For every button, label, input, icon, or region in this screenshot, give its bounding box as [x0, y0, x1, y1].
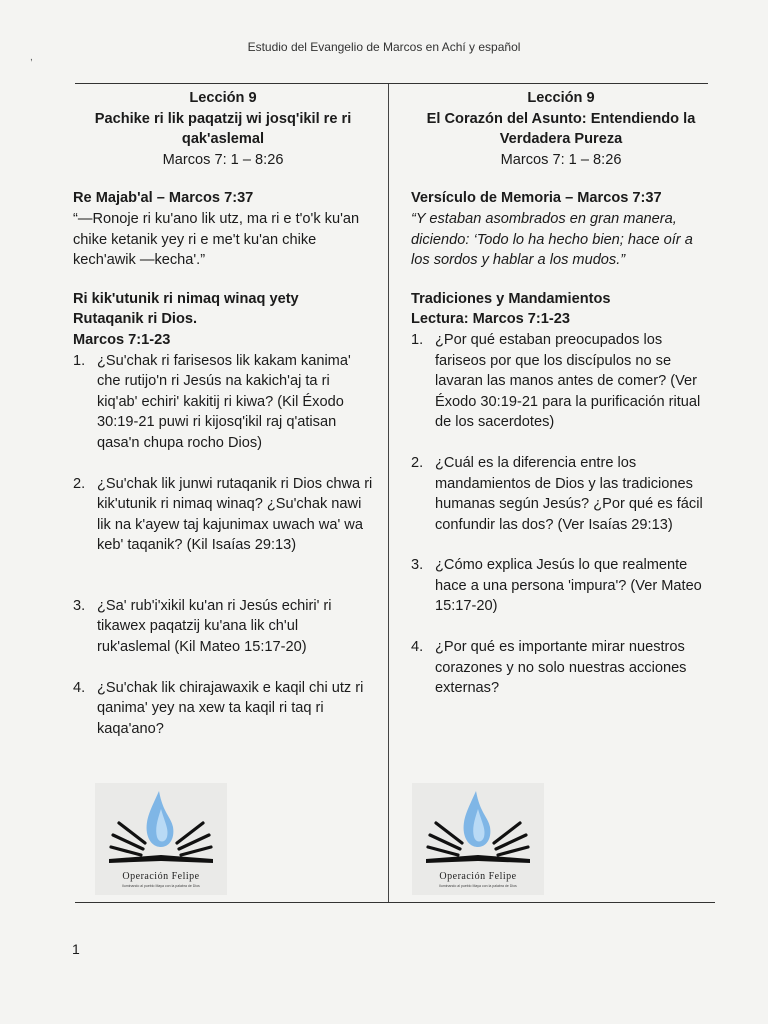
question-item: 4. ¿Por qué es importante mirar nuestros corazones y no solo nuestras acciones externas?	[411, 639, 687, 697]
question-item: 3. ¿Sa' rub'i'xikil ku'an ri Jesús echiri' ri tikawex paqatzij ku'ana lik ch'ul ruk'aslemal (Kil Mateo 15:17-20)	[73, 597, 332, 656]
spanish-column	[411, 88, 711, 719]
section-heading: Ri kik'utunik ri nimaq winaq yety Rutaqanik ri Dios.	[73, 290, 299, 328]
section-reference: Marcos 7:1-23	[73, 331, 171, 348]
logo-tagline: Iluminando al pueblo Maya con la palabra de Dios	[439, 884, 517, 888]
flame-book-icon	[412, 783, 544, 875]
lesson-title: Pachike ri lik paqatzij wi josq'ikil re ri qak'aslemal	[94, 110, 352, 148]
stray-mark: ,	[30, 52, 33, 63]
lesson-number: Lección 9	[527, 90, 595, 106]
memory-verse-heading: Re Majab'al – Marcos 7:37	[73, 190, 254, 207]
lesson-number: Lección 9	[189, 90, 257, 106]
question-list	[411, 330, 711, 699]
question-text: ¿Por qué estaban preocupados los fariseos por que los discípulos no se lavaran las manos antes de comer? (Ver Éxodo 30:19-21 para la purificación ritual de los sacerdotes)	[435, 331, 701, 431]
memory-verse-text: “—Ronoje ri ku'ano lik utz, ma ri e t'o'k ku'an chike ketanik yey ri e me't ku'an chike kech'awik —kecha'.”	[73, 210, 360, 269]
page-number: 1	[72, 941, 80, 957]
question-text: ¿Sa' rub'i'xikil ku'an ri Jesús echiri' ri tikawex paqatzij ku'ana lik ch'ul ruk'aslemal (Kil Mateo 15:17-20)	[97, 597, 332, 656]
question-text: ¿Por qué es importante mirar nuestros corazones y no solo nuestras acciones externas?	[435, 639, 687, 697]
question-item: 1. ¿Su'chak ri farisesos lik kakam kanima' che rutijo'n ri Jesús na kakich'aj ta ri kiq'ab' echiri' kakitij ri kiwa? (Kil Éxodo 30:19-21 puwi ri kijosq'ikil raj q'atisan qasa'n chupa rocho Dios)	[73, 352, 351, 451]
operacion-felipe-logo	[412, 783, 544, 895]
achi-column	[73, 88, 373, 759]
lesson-title: El Corazón del Asunto: Entendiendo la Verdadera Pureza	[426, 110, 696, 148]
lesson-reference: Marcos 7: 1 – 8:26	[162, 151, 284, 168]
lesson-reference: Marcos 7: 1 – 8:26	[500, 151, 622, 168]
page-header: Estudio del Evangelio de Marcos en Achí y español	[247, 40, 521, 54]
memory-verse-text: “Y estaban asombrados en gran manera, diciendo: ‘Todo lo ha hecho bien; hace oír a los sordos y hablar a los mudos.”	[411, 210, 693, 269]
column-divider	[388, 84, 389, 902]
memory-verse-heading: Versículo de Memoria – Marcos 7:37	[411, 190, 662, 207]
logo-brand: Operación Felipe	[122, 871, 200, 882]
operacion-felipe-logo	[95, 783, 227, 895]
logo-brand: Operación Felipe	[439, 871, 517, 882]
question-item: 3. ¿Cómo explica Jesús lo que realmente hace a una persona 'impura'? (Ver Mateo 15:17-20)	[411, 557, 702, 615]
question-list	[73, 351, 373, 740]
question-text: ¿Cuál es la diferencia entre los mandamientos de Dios y las tradiciones humanas según Jesús? ¿Por qué es fácil confundir las dos? (Ver Isaías 29:13)	[435, 454, 703, 533]
question-text: ¿Su'chak ri farisesos lik kakam kanima' che rutijo'n ri Jesús na kakich'aj ta ri kiq'ab' echiri' kakitij ri kiwa? (Kil Éxodo 30:19-21 puwi ri kijosq'ikil raj q'atisan qasa'n chupa rocho Dios)	[97, 352, 351, 451]
question-item: 2. ¿Su'chak lik junwi rutaqanik ri Dios chwa ri kik'utunik ri nimaq winaq? ¿Su'chak nawi lik na k'ayew taj kajunimax uwach wa' wa keb' taqanik? (Kil Isaías 29:13)	[73, 475, 373, 554]
logo-tagline: Iluminando al pueblo Maya con la palabra de Dios	[122, 884, 200, 888]
question-item: 2. ¿Cuál es la diferencia entre los mandamientos de Dios y las tradiciones humanas según Jesús? ¿Por qué es fácil confundir las dos? (Ver Isaías 29:13)	[411, 454, 703, 533]
bottom-rule	[75, 902, 715, 903]
top-rule	[75, 83, 708, 84]
section-reference: Lectura: Marcos 7:1-23	[411, 311, 570, 328]
question-item: 4. ¿Su'chak lik chirajawaxik e kaqil chi utz ri qanima' yey na xew ta kaqil ri taq ri kaqa'ano?	[73, 679, 364, 737]
flame-book-icon	[95, 783, 227, 875]
question-text: ¿Su'chak lik junwi rutaqanik ri Dios chwa ri kik'utunik ri nimaq winaq? ¿Su'chak nawi lik na k'ayew taj kajunimax uwach wa' wa keb' taqanik? (Kil Isaías 29:13)	[97, 475, 373, 554]
question-item: 1. ¿Por qué estaban preocupados los fariseos por que los discípulos no se lavaran las manos antes de comer? (Ver Éxodo 30:19-21 para la purificación ritual de los sacerdotes)	[411, 331, 701, 431]
question-text: ¿Su'chak lik chirajawaxik e kaqil chi utz ri qanima' yey na xew ta kaqil ri taq ri kaqa'ano?	[97, 679, 364, 737]
section-heading: Tradiciones y Mandamientos	[411, 290, 611, 307]
question-text: ¿Cómo explica Jesús lo que realmente hace a una persona 'impura'? (Ver Mateo 15:17-20)	[435, 557, 702, 615]
